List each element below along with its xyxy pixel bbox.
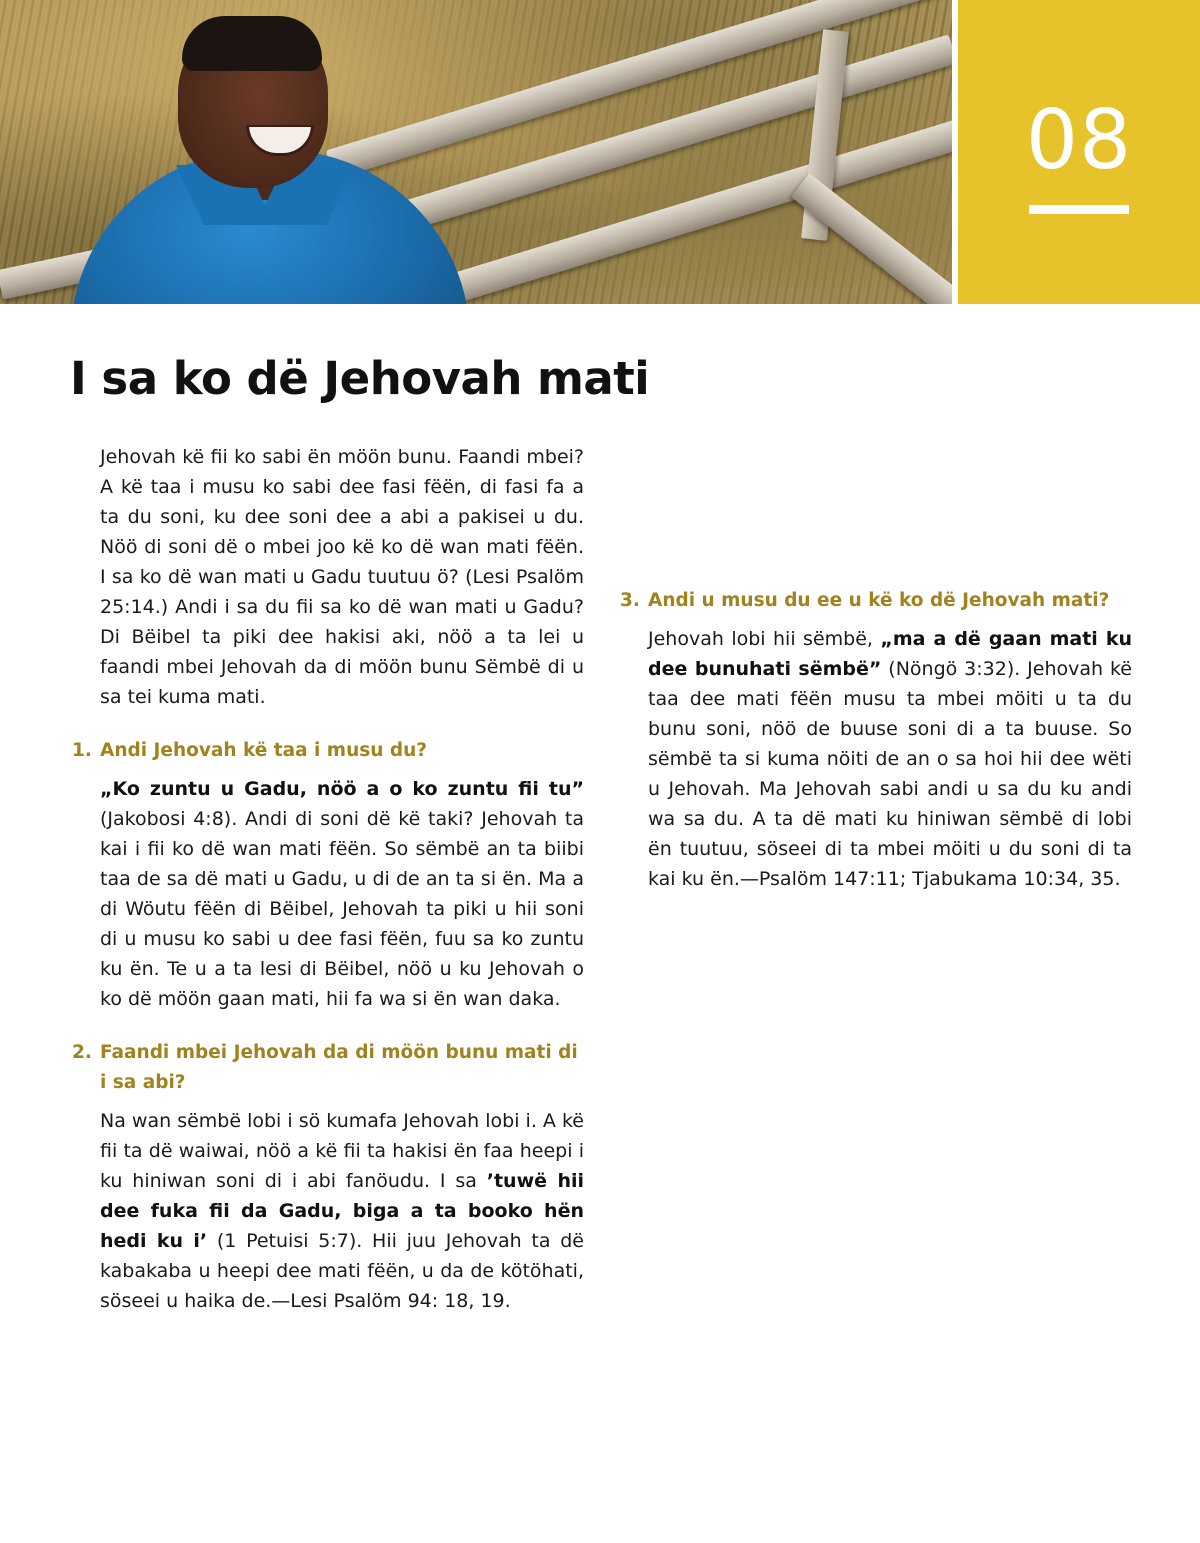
question-text: Faandi mbei Jehovah da di möön bunu mati di i sa abi? (100, 1042, 578, 1093)
scripture-quote: ’tuwë hii dee fuka fii da Gadu, biga a ta booko hën hedi ku i’ (100, 1170, 584, 1252)
question-heading (72, 736, 584, 766)
answer-text-continued: (1 Petuisi 5:7). Hii juu Jehovah ta dë kabakaba u heepi dee mati fëën, u da de kötöhati, söseei u haika de.—Lesi Psalöm 94: 18, 19. (100, 1230, 584, 1312)
scripture-quote: „Ko zuntu u Gadu, nöö a o ko zuntu fii tu” (100, 778, 584, 800)
header-photo (0, 0, 952, 304)
question-number: 3. (620, 590, 640, 611)
answer-text: Jehovah lobi hii sëmbë, (648, 628, 881, 650)
question-number: 1. (72, 740, 92, 761)
answer-text: Na wan sëmbë lobi i sö kumafa Jehovah lobi i. A kë fii ta dë waiwai, nöö a kë fii ta hakisi ën faa heepi i ku hiniwan soni di i abi fanöudu. I sa (100, 1110, 584, 1192)
chapter-tab (958, 0, 1200, 304)
answer-text-continued: (Nöngö 3:32). Jehovah kë taa dee mati fëën musu ta mbei möiti u ta du bunu soni, nöö de buuse soni di a ta buuse. So sëmbë ta si kuma nöiti de an o sa hoi hii dee wëti u Jehovah. Ma Jehovah sabi andi u sa du ku andi wa sa du. A ta dë mati ku hiniwan sëmbë di lobi ën tuutuu, söseei di ta mbei möiti u du soni di ta kai ku ën.—Psalöm 147:11; Tjabukama 10:34, 35. (648, 658, 1132, 890)
chapter-number: 08 (1025, 93, 1133, 188)
chapter-underline (1029, 205, 1129, 214)
answer-text: (Jakobosi 4:8). Andi di soni dë kë taki? Jehovah ta kai i fii ko dë wan mati fëën. So sëmbë an ta biibi taa de sa dë mati u Gadu, u di de an ta si ën. Ma a di Wöutu fëën di Bëibel, Jehovah ta piki u hii soni di u musu ko sabi u dee fasi fëën, fuu sa ko zuntu ku ën. Te u a ta lesi di Bëibel, nöö u ku Jehovah o ko dë möön gaan mati, hii fa wa si ën wan daka. (100, 808, 584, 1010)
question-heading (72, 1038, 584, 1098)
question-text: Andi Jehovah kë taa i musu du? (100, 740, 428, 761)
left-column (72, 442, 584, 1316)
right-column-sections (620, 586, 1132, 918)
question-text: Andi u musu du ee u kë ko dë Jehovah mati? (648, 590, 1110, 611)
answer-paragraph (648, 624, 1132, 894)
person-hair (182, 16, 322, 71)
scripture-quote: „ma a dë gaan mati ku dee bunuhati sëmbë” (648, 628, 1132, 680)
page-title: I sa ko dë Jehovah mati (70, 352, 650, 405)
answer-paragraph (100, 1106, 584, 1316)
question-number: 2. (72, 1042, 92, 1063)
intro-paragraph: Jehovah kë fii ko sabi ën möön bunu. Faandi mbei? A kë taa i musu ko sabi dee fasi fëën, di fasi fa a ta du soni, ku dee soni dee a abi a pakisei u du. Nöö di soni dë o mbei joo kë ko dë wan mati fëën. I sa ko dë wan mati u Gadu tuutuu ö? (Lesi Psalöm 25:14.) Andi i sa du fii sa ko dë wan mati u Gadu? Di Bëibel ta piki dee hakisi aki, nöö a ta lei u faandi mbei Jehovah da di möön bunu Sëmbë di u sa tei kuma mati. (100, 446, 584, 708)
question-heading (620, 586, 1132, 616)
answer-paragraph (100, 774, 584, 1014)
